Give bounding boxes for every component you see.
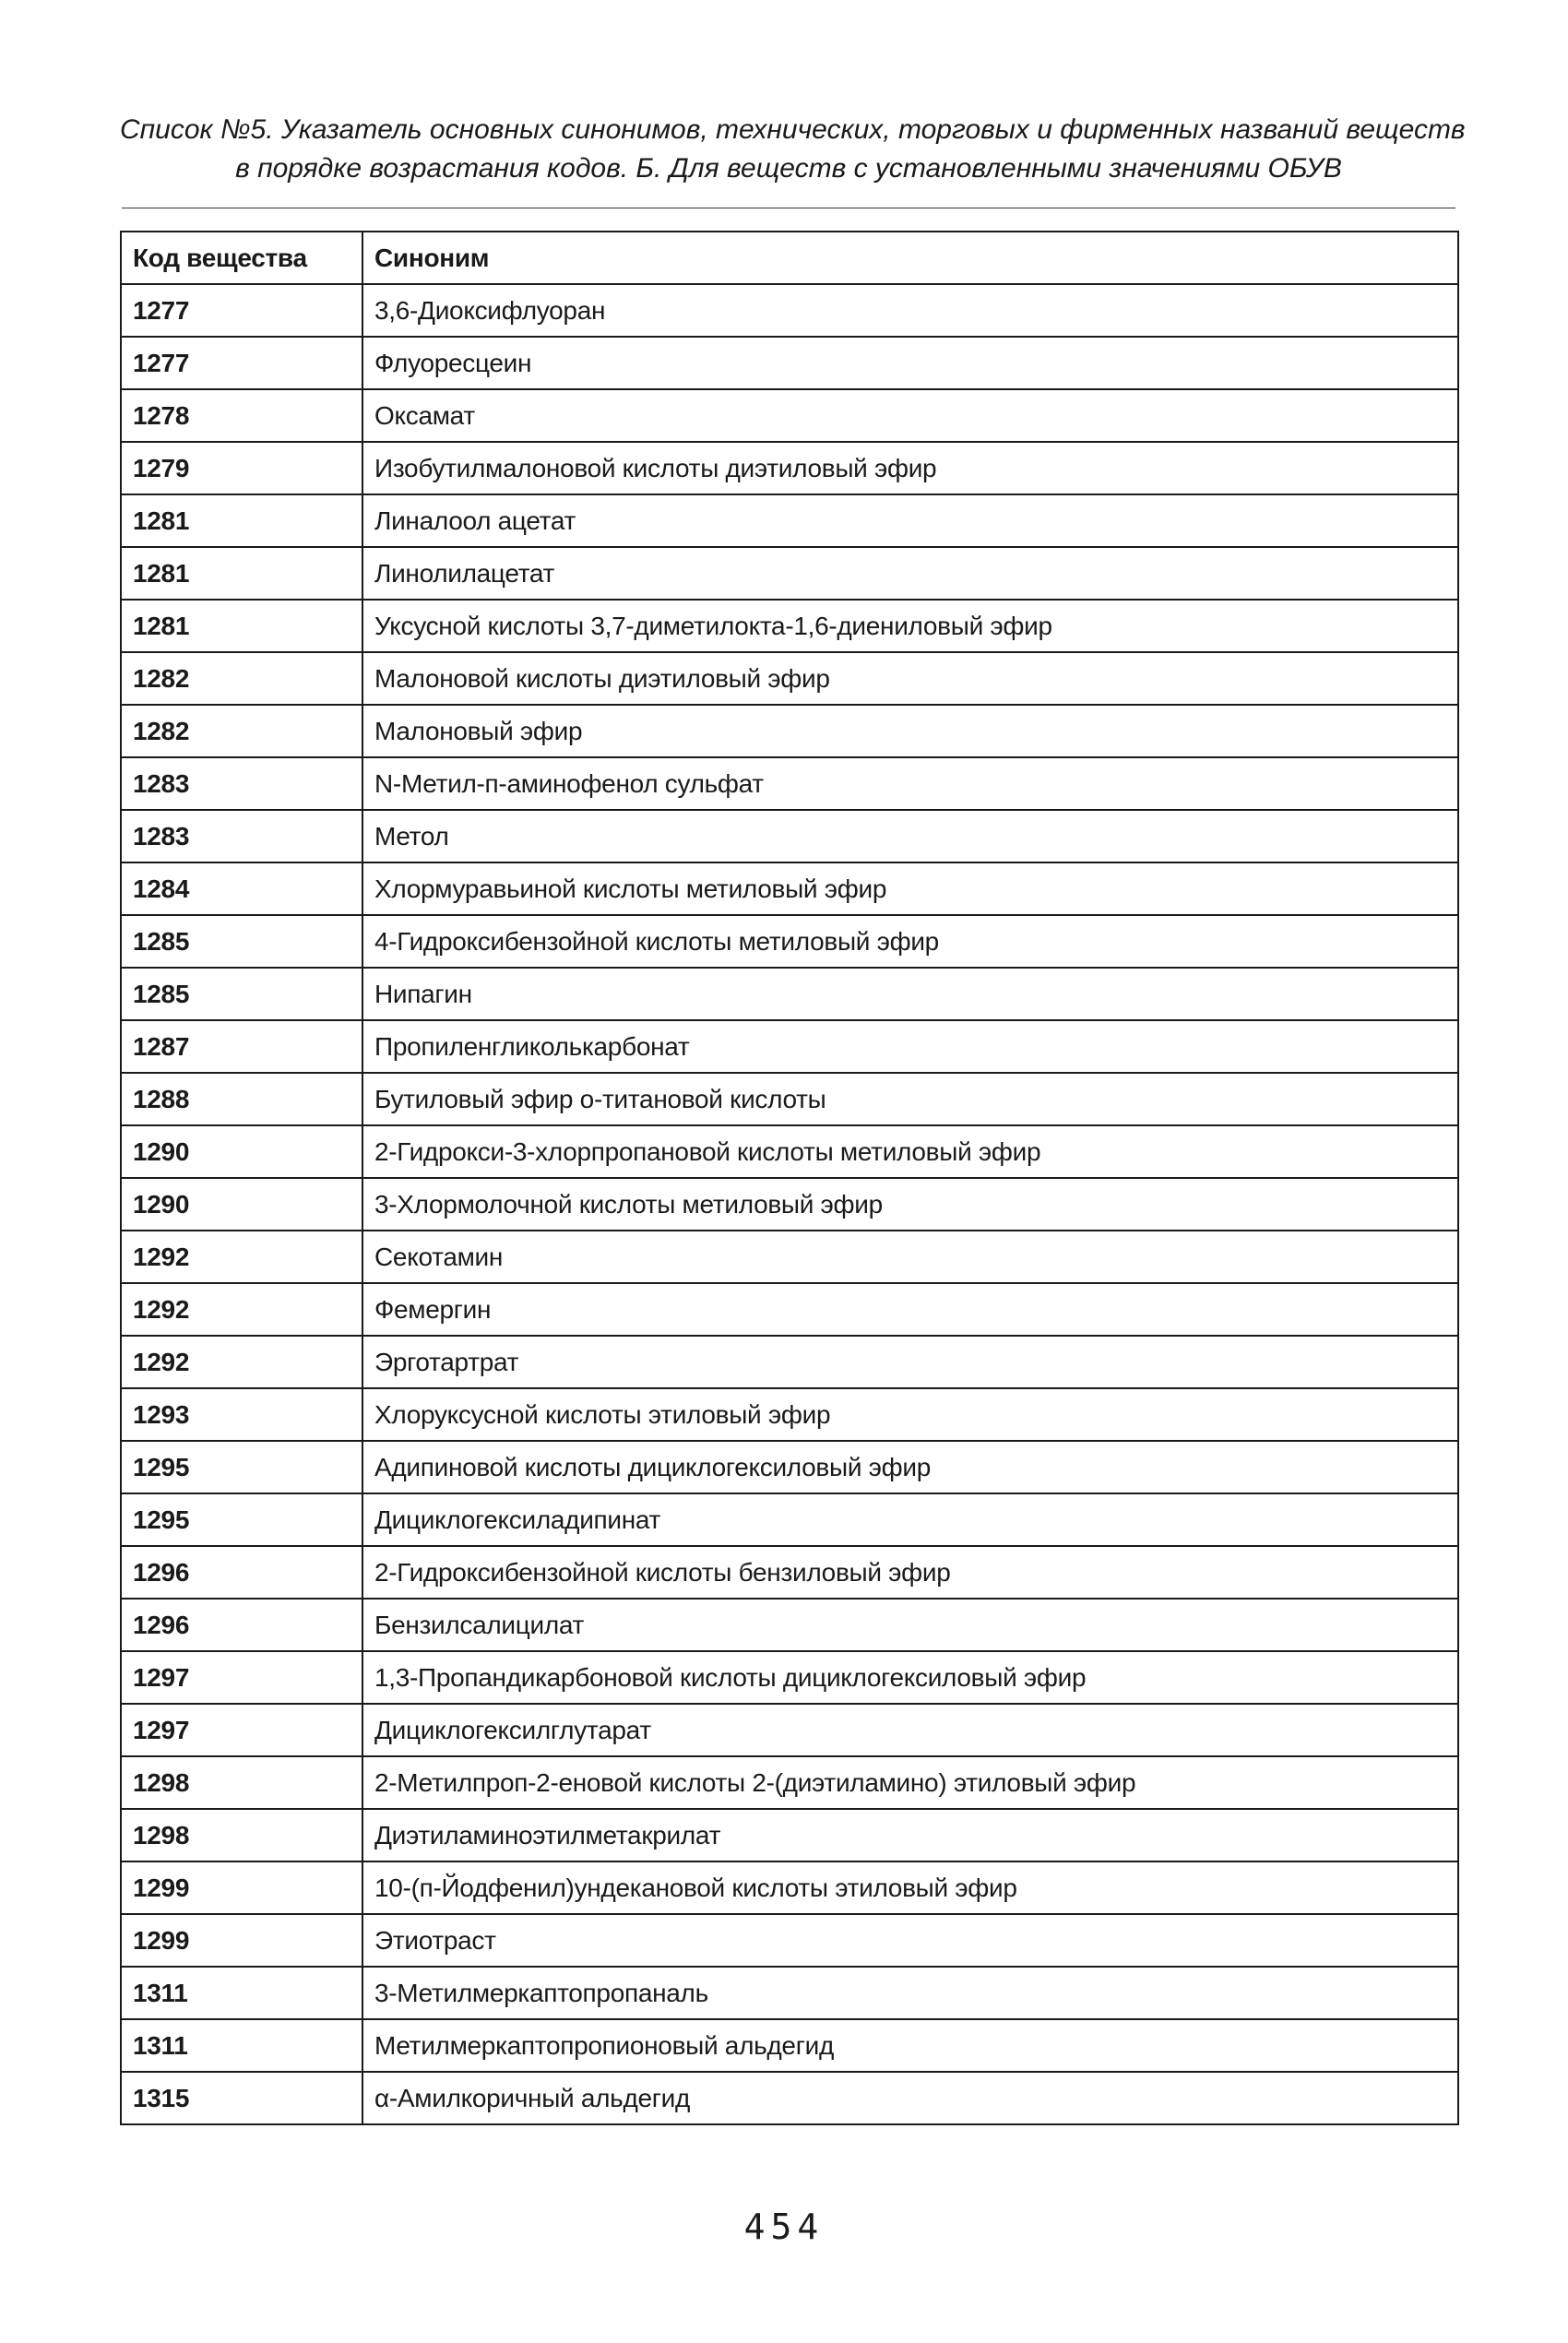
table-row [121,652,1458,705]
page-header [120,111,1466,188]
table-row [121,389,1458,442]
substance-code-cell: 1277 [121,284,362,337]
synonym-cell: Нипагин [362,968,1458,1020]
synonym-cell: 2-Гидроксибензойной кислоты бензиловый эфир [362,1546,1458,1599]
synonym-cell: Эрготартрат [362,1336,1458,1388]
table-row [121,600,1458,652]
table-row [121,337,1458,389]
substance-code-cell: 1296 [121,1546,362,1599]
table-row [121,1125,1458,1178]
synonym-cell: Адипиновой кислоты дициклогексиловый эфир [362,1441,1458,1493]
synonym-cell: Оксамат [362,389,1458,442]
substance-code-cell: 1298 [121,1809,362,1861]
table-row [121,810,1458,862]
page-number: 454 [743,2206,825,2247]
substance-code-cell: 1281 [121,547,362,600]
synonym-cell: 10-(п-Йодфенил)ундекановой кислоты этиловый эфир [362,1861,1458,1914]
substance-code-cell: 1285 [121,968,362,1020]
substance-code-cell: 1298 [121,1756,362,1809]
synonym-cell: 2-Гидрокси-3-хлорпропановой кислоты метиловый эфир [362,1125,1458,1178]
synonym-cell: α-Амилкоричный альдегид [362,2072,1458,2124]
table-row [121,2019,1458,2072]
table-row [121,1967,1458,2019]
list-title-line-1: Список №5. Указатель основных синонимов, технических, торговых и фирменных названий веществ [120,114,1466,145]
table-row [121,757,1458,810]
table-row [121,1599,1458,1651]
substance-code-cell: 1281 [121,600,362,652]
synonym-cell: 4-Гидроксибензойной кислоты метиловый эфир [362,915,1458,968]
synonym-cell: Дициклогексиладипинат [362,1493,1458,1546]
substance-code-cell: 1311 [121,1967,362,2019]
substance-code-cell: 1297 [121,1651,362,1704]
substance-code-cell: 1283 [121,757,362,810]
substance-code-cell: 1295 [121,1441,362,1493]
table-row [121,1441,1458,1493]
synonym-cell: Линолилацетат [362,547,1458,600]
table-row [121,284,1458,337]
synonym-cell: Пропиленгликолькарбонат [362,1020,1458,1073]
table-row [121,1020,1458,1073]
synonym-cell: Флуоресцеин [362,337,1458,389]
synonym-cell: Малоновый эфир [362,705,1458,757]
table-row [121,1283,1458,1336]
table-row [121,1914,1458,1967]
table-row [121,1336,1458,1388]
table-row [121,1178,1458,1231]
table-row [121,915,1458,968]
substance-code-cell: 1297 [121,1704,362,1756]
synonym-cell: Изобутилмалоновой кислоты диэтиловый эфир [362,442,1458,494]
table-row [121,2072,1458,2124]
table-row [121,547,1458,600]
substance-code-cell: 1279 [121,442,362,494]
synonym-cell: 1,3-Пропандикарбоновой кислоты дициклогексиловый эфир [362,1651,1458,1704]
table-row [121,1388,1458,1441]
table-row [121,1546,1458,1599]
synonym-cell: 3-Метилмеркаптопропаналь [362,1967,1458,2019]
substance-code-cell: 1285 [121,915,362,968]
synonym-cell: Секотамин [362,1231,1458,1283]
substance-code-cell: 1287 [121,1020,362,1073]
substance-code-cell: 1282 [121,705,362,757]
substance-code-cell: 1299 [121,1914,362,1967]
synonym-cell: Метол [362,810,1458,862]
table-header-row [121,232,1458,284]
substance-code-cell: 1315 [121,2072,362,2124]
substance-code-cell: 1290 [121,1125,362,1178]
substance-code-cell: 1283 [121,810,362,862]
table-row [121,442,1458,494]
synonym-cell: 2-Метилпроп-2-еновой кислоты 2-(диэтиламино) этиловый эфир [362,1756,1458,1809]
list-title-line-2: в порядке возрастания кодов. Б. Для веществ с установленными значениями ОБУВ [235,153,1342,184]
table-row [121,862,1458,915]
substance-code-cell: 1278 [121,389,362,442]
substance-code-cell: 1311 [121,2019,362,2072]
table-row [121,494,1458,547]
synonym-cell: Линалоол ацетат [362,494,1458,547]
column-header-code: Код вещества [121,232,362,284]
substance-code-cell: 1282 [121,652,362,705]
synonym-table [120,231,1459,2125]
substance-code-cell: 1288 [121,1073,362,1125]
synonym-cell: Метилмеркаптопропионовый альдегид [362,2019,1458,2072]
substance-code-cell: 1277 [121,337,362,389]
substance-code-cell: 1292 [121,1336,362,1388]
synonym-cell: Этиотраст [362,1914,1458,1967]
table-body [121,284,1458,2124]
synonym-cell: 3,6-Диоксифлуоран [362,284,1458,337]
substance-code-cell: 1295 [121,1493,362,1546]
substance-code-cell: 1299 [121,1861,362,1914]
table-row [121,1231,1458,1283]
synonym-cell: Фемергин [362,1283,1458,1336]
synonym-cell: Уксусной кислоты 3,7-диметилокта-1,6-диениловый эфир [362,600,1458,652]
substance-code-cell: 1293 [121,1388,362,1441]
substance-code-cell: 1292 [121,1283,362,1336]
table-row [121,1861,1458,1914]
synonym-cell: Малоновой кислоты диэтиловый эфир [362,652,1458,705]
synonym-cell: Дициклогексилглутарат [362,1704,1458,1756]
substance-code-cell: 1292 [121,1231,362,1283]
synonym-cell: N-Метил-п-аминофенол сульфат [362,757,1458,810]
synonym-cell: Бутиловый эфир о-титановой кислоты [362,1073,1458,1125]
column-header-synonym: Синоним [362,232,1458,284]
table-row [121,968,1458,1020]
table-row [121,1704,1458,1756]
substance-code-cell: 1296 [121,1599,362,1651]
synonym-cell: Хлоруксусной кислоты этиловый эфир [362,1388,1458,1441]
synonym-cell: Бензилсалицилат [362,1599,1458,1651]
table-row [121,1073,1458,1125]
substance-code-cell: 1281 [121,494,362,547]
table-row [121,1651,1458,1704]
table-row [121,1756,1458,1809]
table-row [121,705,1458,757]
table-row [121,1493,1458,1546]
synonym-cell: Хлормуравьиной кислоты метиловый эфир [362,862,1458,915]
substance-code-cell: 1284 [121,862,362,915]
synonym-cell: Диэтиламиноэтилметакрилат [362,1809,1458,1861]
synonym-cell: 3-Хлормолочной кислоты метиловый эфир [362,1178,1458,1231]
table-row [121,1809,1458,1861]
substance-code-cell: 1290 [121,1178,362,1231]
